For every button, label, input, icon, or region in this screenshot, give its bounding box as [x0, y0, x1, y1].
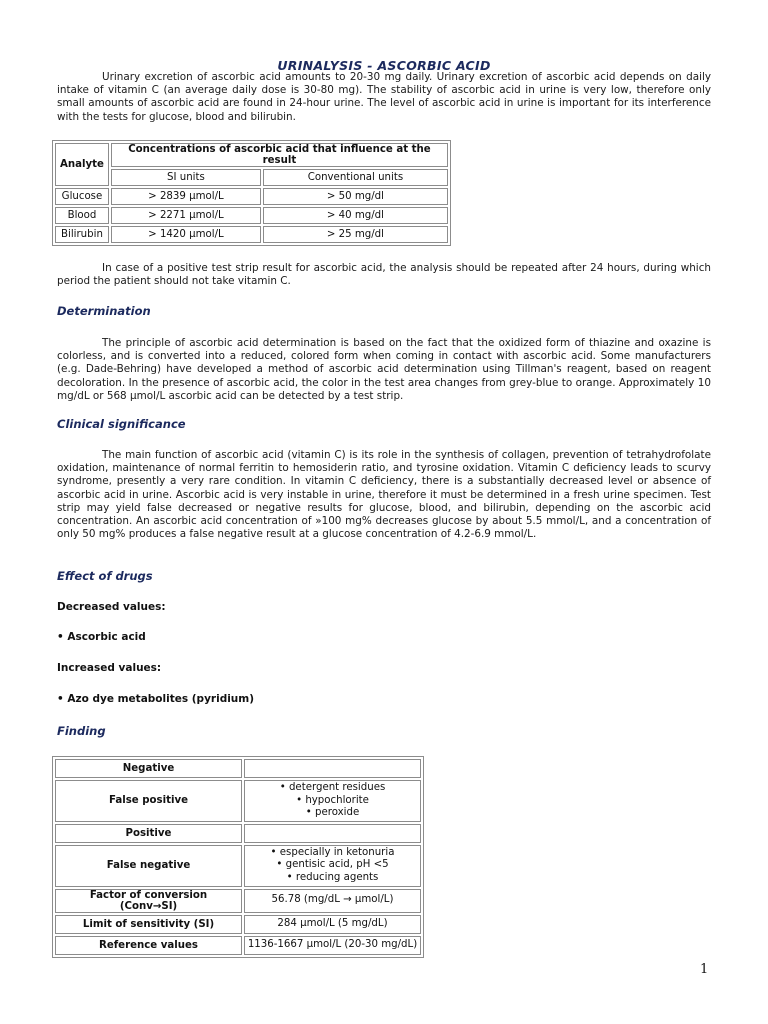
table-header-row	[55, 143, 448, 167]
analyte-cell: Bilirubin	[55, 226, 109, 243]
false-positive-value	[244, 780, 421, 822]
table-row	[55, 915, 421, 934]
conversion-value: 56.78 (mg/dL → μmol/L)	[244, 889, 421, 913]
intro-paragraph	[57, 71, 711, 124]
concentration-group-header: Concentrations of ascorbic acid that influence at the result	[111, 143, 448, 167]
increased-values-item: • Azo dye metabolites (pyridium)	[57, 693, 255, 705]
conv-cell: > 25 mg/dl	[263, 226, 448, 243]
drugs-heading: Effect of drugs	[57, 569, 153, 583]
intro-text: Urinary excretion of ascorbic acid amounts to 20-30 mg daily. Urinary excretion of ascorbic acid depends on daily intake of vitamin C (an average daily dose is 30-80 mg). The stability of ascorbic acid in urine is very low, therefore only small amounts of ascorbic acid are found in 24-hour urine. The level of ascorbic acid in urine is important for its interference with the tests for glucose, blood and bilirubin.	[57, 71, 711, 123]
table-row	[55, 188, 448, 205]
false-positive-label: False positive	[55, 780, 242, 822]
analyte-cell: Glucose	[55, 188, 109, 205]
decreased-values-label: Decreased values:	[57, 601, 166, 613]
list-item: • hypochlorite	[296, 794, 369, 806]
si-cell: > 1420 μmol/L	[111, 226, 261, 243]
table-row	[55, 889, 421, 913]
repeat-note-paragraph	[57, 262, 711, 288]
determination-text: The principle of ascorbic acid determination is based on the fact that the oxidized form of thiazine and oxazine is colorless, and is converted into a reduced, colored form when coming in contact with ascorbic acid. Some manufacturers (e.g. Dade-Behring) have developed a method of ascorbic acid determination using Tillman's reagent, based on reagent decoloration. In the presence of ascorbic acid, the color in the test area changes from grey-blue to orange. Approximately 10 mg/dL or 568 μmol/L ascorbic acid can be detected by a test strip.	[57, 337, 711, 402]
negative-label: Negative	[55, 759, 242, 778]
conv-cell: > 40 mg/dl	[263, 207, 448, 224]
repeat-note-text: In case of a positive test strip result for ascorbic acid, the analysis should be repeated after 24 hours, during which period the patient should not take vitamin C.	[57, 262, 711, 288]
positive-value	[244, 824, 421, 843]
page-title: URINALYSIS - ASCORBIC ACID	[277, 58, 491, 73]
sensitivity-value: 284 μmol/L (5 mg/dL)	[244, 915, 421, 934]
analyte-cell: Blood	[55, 207, 109, 224]
conversion-label: Factor of conversion (Conv→SI)	[55, 889, 242, 913]
reference-value: 1136-1667 μmol/L (20-30 mg/dL)	[244, 936, 421, 955]
decreased-values-item: • Ascorbic acid	[57, 631, 146, 643]
negative-value	[244, 759, 421, 778]
increased-values-label: Increased values:	[57, 662, 162, 674]
list-item: • especially in ketonuria	[270, 846, 395, 858]
false-negative-label: False negative	[55, 845, 242, 887]
clinical-heading: Clinical significance	[57, 417, 186, 431]
reference-label: Reference values	[55, 936, 242, 955]
table-subheader-row	[55, 169, 448, 186]
table-row	[55, 226, 448, 243]
conv-cell: > 50 mg/dl	[263, 188, 448, 205]
table-row	[55, 759, 421, 778]
sensitivity-label: Limit of sensitivity (SI)	[55, 915, 242, 934]
table-row	[55, 936, 421, 955]
finding-heading: Finding	[57, 724, 106, 738]
table-row	[55, 780, 421, 822]
concentration-table	[52, 140, 451, 246]
determination-heading: Determination	[57, 304, 151, 318]
table-row	[55, 207, 448, 224]
clinical-paragraph	[57, 449, 711, 541]
false-negative-value	[244, 845, 421, 887]
finding-table	[52, 756, 424, 958]
analyte-header: Analyte	[55, 143, 109, 186]
conventional-units-header: Conventional units	[263, 169, 448, 186]
list-item: • gentisic acid, pH <5	[276, 859, 389, 871]
list-item: • detergent residues	[279, 782, 386, 793]
determination-paragraph	[57, 337, 711, 403]
table-row	[55, 824, 421, 843]
positive-label: Positive	[55, 824, 242, 843]
si-cell: > 2839 μmol/L	[111, 188, 261, 205]
table-row	[55, 845, 421, 887]
list-item: • peroxide	[305, 807, 360, 819]
si-units-header: SI units	[111, 169, 261, 186]
page-number: 1	[700, 962, 709, 977]
si-cell: > 2271 μmol/L	[111, 207, 261, 224]
list-item: • reducing agents	[286, 871, 379, 883]
clinical-text: The main function of ascorbic acid (vitamin C) is its role in the synthesis of collagen, prevention of tetrahydrofolate oxidation, maintenance of normal ferritin to hemosiderin ratio, and tyrosine oxidation. Vitamin C deficiency leads to scurvy syndrome, presently a very rare condition. In vitamin C deficiency, there is a substantially decreased level or absence of ascorbic acid in urine. Ascorbic acid is very instable in urine, therefore it must be determined in a fresh urine specimen. Test strip may yield false decreased or negative results for glucose, blood, and bilirubin, depending on the ascorbic acid concentration. An ascorbic acid concentration of »100 mg% decreases glucose by about 5.5 mmol/L, and a concentration of only 50 mg% produces a false negative result at a glucose concentration of 4.2-6.9 mmol/L.	[57, 449, 711, 541]
